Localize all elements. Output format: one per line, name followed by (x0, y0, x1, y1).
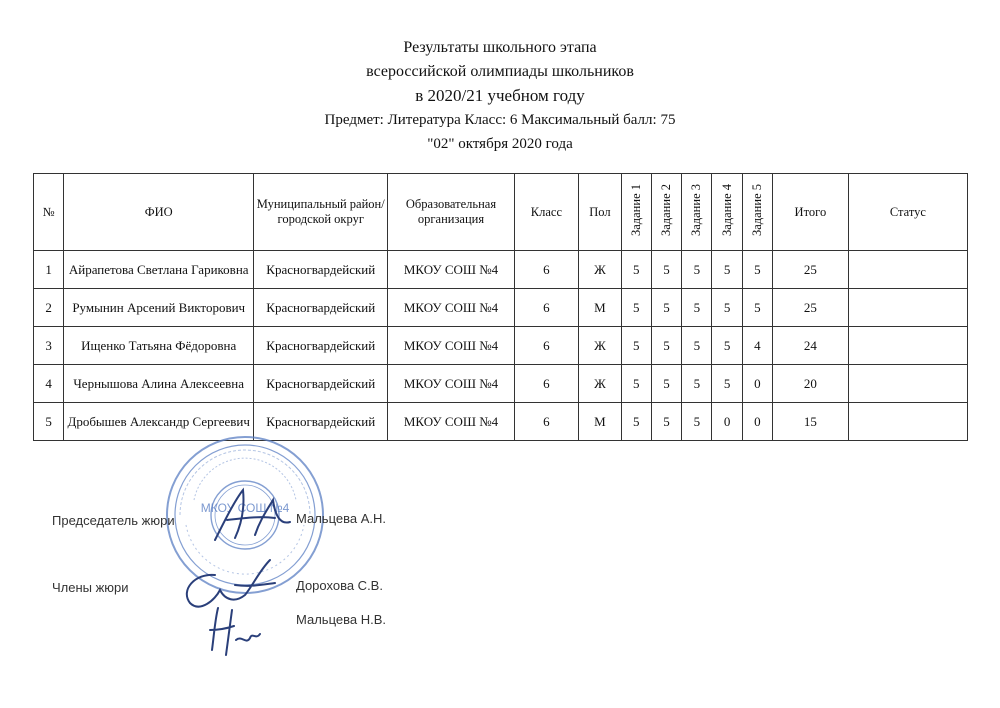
cell-name: Дробышев Александр Сергеевич (64, 403, 254, 441)
title-line-3: в 2020/21 учебном году (415, 86, 585, 105)
cell-grade: 6 (514, 327, 579, 365)
col-header-name: ФИО (64, 174, 254, 251)
cell-task-3: 5 (682, 251, 712, 289)
cell-task-1: 5 (621, 289, 651, 327)
cell-district: Красногвардейский (254, 327, 388, 365)
cell-name: Айрапетова Светлана Гариковна (64, 251, 254, 289)
stamp-center-text: МКОУ СОШ №4 (200, 501, 290, 515)
cell-org: МКОУ СОШ №4 (388, 365, 514, 403)
document-header (0, 36, 1000, 156)
cell-task-5: 0 (742, 365, 772, 403)
cell-num: 4 (34, 365, 64, 403)
title-line-2: всероссийской олимпиады школьников (366, 63, 634, 80)
col-header-status: Статус (848, 174, 967, 251)
chair-name: Мальцева А.Н. (296, 511, 386, 526)
cell-district: Красногвардейский (254, 289, 388, 327)
cell-task-4: 5 (712, 365, 742, 403)
cell-task-3: 5 (682, 327, 712, 365)
cell-task-2: 5 (651, 289, 681, 327)
cell-task-1: 5 (621, 327, 651, 365)
cell-district: Красногвардейский (254, 403, 388, 441)
table-row (34, 365, 968, 403)
cell-status (848, 365, 967, 403)
cell-task-1: 5 (621, 365, 651, 403)
cell-task-5: 0 (742, 403, 772, 441)
cell-sex: Ж (579, 327, 621, 365)
cell-task-2: 5 (651, 365, 681, 403)
cell-grade: 6 (514, 289, 579, 327)
cell-task-1: 5 (621, 403, 651, 441)
chair-signature (205, 480, 305, 550)
title-line-1: Результаты школьного этапа (403, 39, 597, 56)
cell-task-3: 5 (682, 403, 712, 441)
cell-total: 15 (773, 403, 849, 441)
cell-status (848, 403, 967, 441)
col-header-task-4: Задание 4 (712, 174, 742, 251)
cell-task-3: 5 (682, 289, 712, 327)
cell-district: Красногвардейский (254, 251, 388, 289)
cell-task-5: 5 (742, 251, 772, 289)
cell-status (848, 289, 967, 327)
cell-total: 20 (773, 365, 849, 403)
cell-total: 24 (773, 327, 849, 365)
cell-total: 25 (773, 289, 849, 327)
member-signature-2 (200, 600, 270, 660)
cell-name: Румынин Арсений Викторович (64, 289, 254, 327)
cell-status (848, 251, 967, 289)
table-row (34, 251, 968, 289)
cell-task-3: 5 (682, 365, 712, 403)
cell-task-5: 5 (742, 289, 772, 327)
cell-name: Ищенко Татьяна Фёдоровна (64, 327, 254, 365)
cell-org: МКОУ СОШ №4 (388, 403, 514, 441)
col-header-task-5: Задание 5 (742, 174, 772, 251)
col-header-org: Образовательная организация (388, 174, 514, 251)
chair-label: Председатель жюри (52, 513, 175, 528)
results-table (33, 173, 968, 441)
cell-total: 25 (773, 251, 849, 289)
cell-org: МКОУ СОШ №4 (388, 327, 514, 365)
col-header-total: Итого (773, 174, 849, 251)
cell-org: МКОУ СОШ №4 (388, 251, 514, 289)
date-line: "02" октября 2020 года (427, 136, 573, 152)
cell-task-1: 5 (621, 251, 651, 289)
subject-line: Предмет: Литература Класс: 6 Максимальный балл: 75 (324, 112, 676, 128)
cell-task-4: 5 (712, 327, 742, 365)
cell-num: 5 (34, 403, 64, 441)
cell-grade: 6 (514, 251, 579, 289)
col-header-task-2: Задание 2 (651, 174, 681, 251)
cell-grade: 6 (514, 365, 579, 403)
cell-task-2: 5 (651, 251, 681, 289)
cell-district: Красногвардейский (254, 365, 388, 403)
cell-task-2: 5 (651, 327, 681, 365)
col-header-district: Муниципальный район/городской округ (254, 174, 388, 251)
cell-num: 2 (34, 289, 64, 327)
cell-sex: Ж (579, 251, 621, 289)
cell-org: МКОУ СОШ №4 (388, 289, 514, 327)
table-header-row (34, 174, 968, 251)
col-header-task-1: Задание 1 (621, 174, 651, 251)
col-header-task-3: Задание 3 (682, 174, 712, 251)
member-name-2: Мальцева Н.В. (296, 612, 386, 627)
cell-task-4: 0 (712, 403, 742, 441)
cell-task-2: 5 (651, 403, 681, 441)
cell-sex: М (579, 289, 621, 327)
cell-task-4: 5 (712, 251, 742, 289)
table-row (34, 289, 968, 327)
cell-num: 3 (34, 327, 64, 365)
cell-sex: Ж (579, 365, 621, 403)
cell-name: Чернышова Алина Алексеевна (64, 365, 254, 403)
col-header-sex: Пол (579, 174, 621, 251)
cell-grade: 6 (514, 403, 579, 441)
cell-task-5: 4 (742, 327, 772, 365)
members-label: Члены жюри (52, 580, 129, 595)
cell-status (848, 327, 967, 365)
cell-task-4: 5 (712, 289, 742, 327)
table-row (34, 327, 968, 365)
cell-sex: М (579, 403, 621, 441)
cell-num: 1 (34, 251, 64, 289)
col-header-grade: Класс (514, 174, 579, 251)
member-name-1: Дорохова С.В. (296, 578, 383, 593)
col-header-num: № (34, 174, 64, 251)
